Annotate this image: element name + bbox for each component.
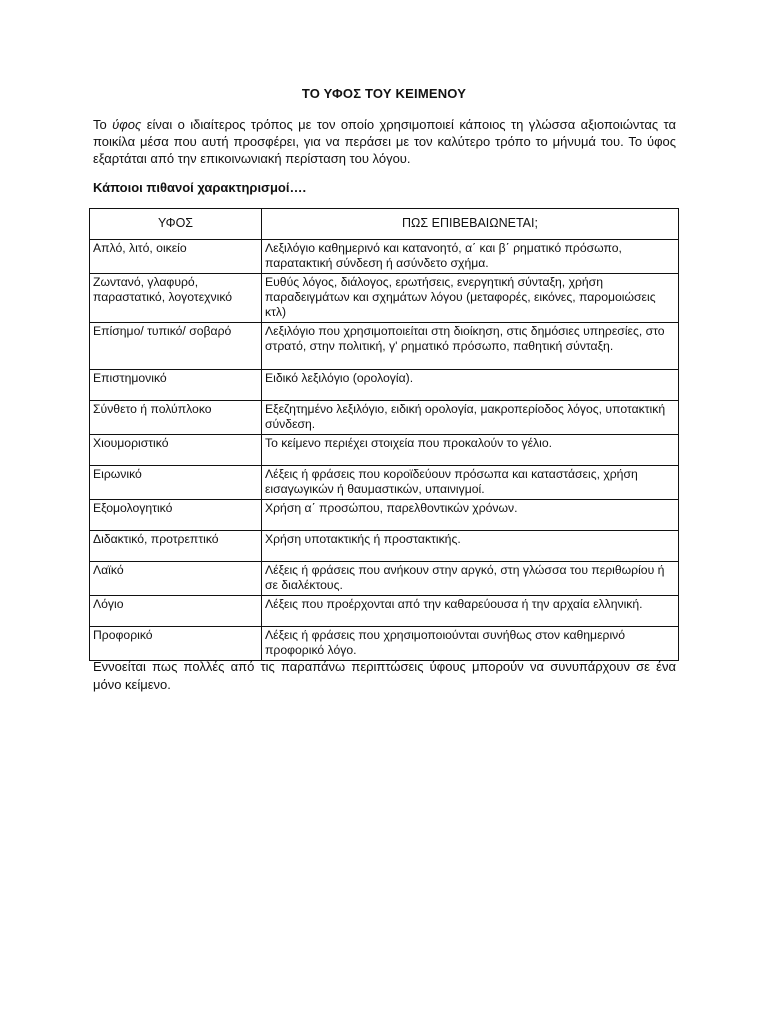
style-cell: Επίσημο/ τυπικό/ σοβαρό <box>90 323 262 370</box>
intro-text-start: Το <box>93 117 113 132</box>
intro-paragraph <box>93 116 676 167</box>
style-cell: Διδακτικό, προτρεπτικό <box>90 531 262 562</box>
description-cell: Λέξεις ή φράσεις που κοροϊδεύουν πρόσωπα και καταστάσεις, χρήση εισαγωγικών ή θαυμαστικών, υπαινιγμοί. <box>262 466 679 500</box>
table-row <box>90 466 679 500</box>
style-cell: Λαϊκό <box>90 562 262 596</box>
style-table <box>89 208 679 661</box>
style-cell: Λόγιο <box>90 596 262 627</box>
description-cell: Λεξιλόγιο που χρησιμοποιείται στη διοίκηση, στις δημόσιες υπηρεσίες, στο στρατό, στην πολιτική, γ' ρηματικό πρόσωπο, παθητική σύνταξη. <box>262 323 679 370</box>
style-cell: Απλό, λιτό, οικείο <box>90 240 262 274</box>
table-row <box>90 627 679 661</box>
style-cell: Ειρωνικό <box>90 466 262 500</box>
closing-paragraph: Εννοείται πως πολλές από τις παραπάνω περιπτώσεις ύφους μπορούν να συνυπάρχουν σε ένα μόνο κείμενο. <box>93 659 676 692</box>
table-header-row <box>90 209 679 240</box>
table-row <box>90 370 679 401</box>
header-how-confirmed: ΠΩΣ ΕΠΙΒΕΒΑΙΩΝΕΤΑΙ; <box>262 209 679 240</box>
description-cell: Χρήση υποτακτικής ή προστακτικής. <box>262 531 679 562</box>
description-cell: Χρήση α΄ προσώπου, παρελθοντικών χρόνων. <box>262 500 679 531</box>
description-cell: Λέξεις που προέρχονται από την καθαρεύουσα ή την αρχαία ελληνική. <box>262 596 679 627</box>
table-row <box>90 323 679 370</box>
table-row <box>90 274 679 323</box>
description-cell: Ειδικό λεξιλόγιο (ορολογία). <box>262 370 679 401</box>
description-cell: Ευθύς λόγος, διάλογος, ερωτήσεις, ενεργητική σύνταξη, χρήση παραδειγμάτων και σχημάτων λόγου (μεταφορές, εικόνες, παρομοιώσεις κτλ) <box>262 274 679 323</box>
table-row <box>90 531 679 562</box>
table-row <box>90 562 679 596</box>
style-cell: Ζωντανό, γλαφυρό, παραστατικό, λογοτεχνικό <box>90 274 262 323</box>
intro-emphasis: ύφος <box>112 117 142 132</box>
table-row <box>90 596 679 627</box>
style-cell: Χιουμοριστικό <box>90 435 262 466</box>
style-cell: Σύνθετο ή πολύπλοκο <box>90 401 262 435</box>
description-cell: Λέξεις ή φράσεις που ανήκουν στην αργκό, στη γλώσσα του περιθωρίου ή σε διαλέκτους. <box>262 562 679 596</box>
description-cell: Εξεζητημένο λεξιλόγιο, ειδική ορολογία, μακροπερίοδος λόγος, υποτακτική σύνδεση. <box>262 401 679 435</box>
style-cell: Προφορικό <box>90 627 262 661</box>
section-subtitle: Κάποιοι πιθανοί χαρακτηρισμοί…. <box>93 180 307 195</box>
description-cell: Το κείμενο περιέχει στοιχεία που προκαλούν το γέλιο. <box>262 435 679 466</box>
table-row <box>90 401 679 435</box>
table-row <box>90 500 679 531</box>
document-title: ΤΟ ΥΦΟΣ ΤΟΥ ΚΕΙΜΕΝΟΥ <box>301 86 467 101</box>
description-cell: Λέξεις ή φράσεις που χρησιμοποιούνται συνήθως στον καθημερινό προφορικό λόγο. <box>262 627 679 661</box>
intro-text-rest: είναι ο ιδιαίτερος τρόπος με τον οποίο χρησιμοποιεί κάποιος τη γλώσσα αξιοποιώντας τα ποικίλα μέσα που αυτή προσφέρει, για να περάσει με τον καλύτερο τρόπο το μήνυμά του. Το ύφος εξαρτάται από την επικοινωνιακή περίσταση του λόγου. <box>93 117 677 166</box>
table-row <box>90 435 679 466</box>
style-cell: Επιστημονικό <box>90 370 262 401</box>
header-style: ΥΦΟΣ <box>90 209 262 240</box>
table-row <box>90 240 679 274</box>
style-cell: Εξομολογητικό <box>90 500 262 531</box>
description-cell: Λεξιλόγιο καθημερινό και κατανοητό, α΄ και β΄ ρηματικό πρόσωπο, παρατακτική σύνδεση ή ασύνδετο σχήμα. <box>262 240 679 274</box>
